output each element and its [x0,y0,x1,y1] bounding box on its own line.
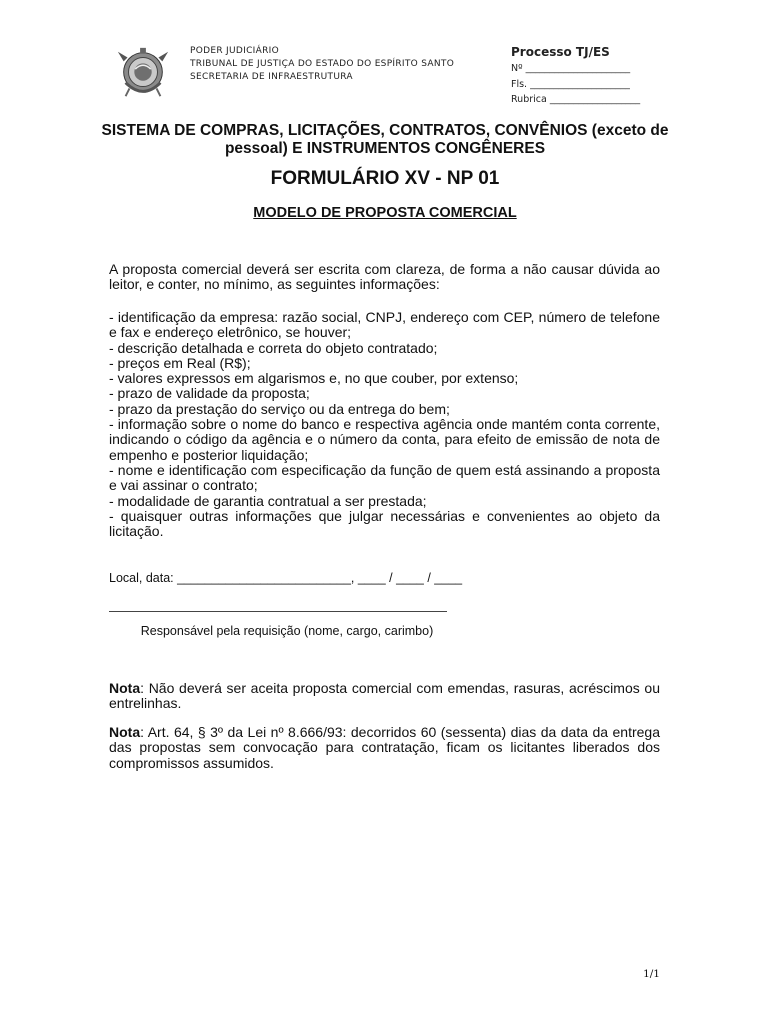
list-item: - valores expressos em algarismos e, no que couber, por extenso; [109,370,519,387]
note-label: Nota [109,680,141,696]
process-fls-field: Fls. _____________________ [511,78,630,90]
note-prazo [109,725,660,771]
system-title: SISTEMA DE COMPRAS, LICITAÇÕES, CONTRATOS, CONVÊNIOS (exceto de pessoal) E INSTRUMENTOS CONGÊNERES [101,122,669,157]
process-box [511,44,671,108]
process-rubrica-field: Rubrica ___________________ [511,94,641,105]
list-item: - nome e identificação com especificação da função de quem está assinando a proposta e vai assinar o contrato; [109,461,660,494]
signature-line [109,611,447,612]
process-number-field: Nº ______________________ [511,63,631,74]
list-item: - informação sobre o nome do banco e respectiva agência onde mantém conta corrente, indicando o código da agência e o número da conta, para efeito de emissão de nota de empenho e posterior liquidação; [109,416,660,463]
organization-header [190,45,454,84]
list-item: - identificação da empresa: razão social, CNPJ, endereço com CEP, número de telefone e fax e endereço eletrônico, se houver; [109,309,660,341]
list-item: - quaisquer outras informações que julgar necessárias e convenientes ao objeto da licitação. [109,507,660,540]
note-emendas [109,681,660,712]
note-text: : Art. 64, § 3º da Lei nº 8.666/93: decorridos 60 (sessenta) dias da data da entrega das propostas sem convocação para contratação, ficam os licitantes liberados dos compromissos assumidos. [109,724,660,771]
requirements-list [109,310,660,539]
list-item: - modalidade de garantia contratual a ser prestada; [109,492,427,509]
list-item: - prazo da prestação do serviço ou da entrega do bem; [109,400,450,417]
signature-label: Responsável pela requisição (nome, cargo, carimbo) [140,624,434,638]
list-item: - descrição detalhada e correta do objeto contratado; [109,339,438,356]
list-item: - prazo de validade da proposta; [109,385,310,402]
note-label: Nota [109,724,141,740]
process-title: Processo TJ/ES [511,45,610,59]
intro-paragraph: A proposta comercial deverá ser escrita com clareza, de forma a não causar dúvida ao leitor, e conter, no mínimo, as seguintes informações: [109,261,660,293]
org-line: TRIBUNAL DE JUSTIÇA DO ESTADO DO ESPÍRITO SANTO [190,59,455,69]
org-line: PODER JUDICIÁRIO [190,46,279,56]
form-title: FORMULÁRIO XV - NP 01 [270,168,500,189]
coat-of-arms-seal [114,44,172,102]
note-text: : Não deverá ser aceita proposta comercial com emendas, rasuras, acréscimos ou entrelinhas. [109,680,660,712]
page-number: 1/1 [643,968,660,980]
org-line: SECRETARIA DE INFRAESTRUTURA [190,72,353,82]
model-title: MODELO DE PROPOSTA COMERCIAL [253,205,517,221]
local-date-field: Local, data: _________________________, ____ / ____ / ____ [109,571,463,585]
list-item: - preços em Real (R$); [109,354,251,371]
